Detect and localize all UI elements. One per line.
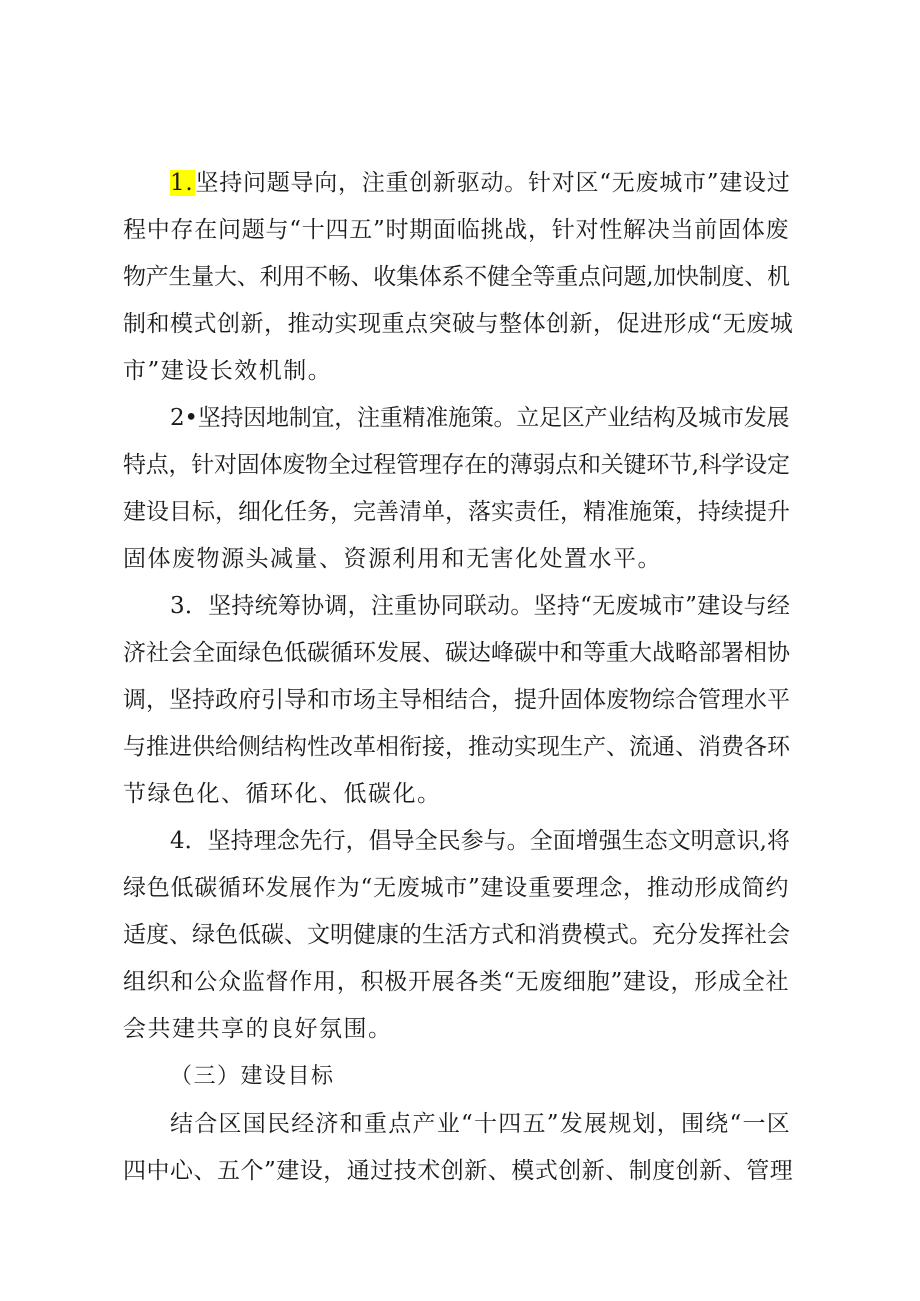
paragraph-3-line-2: 济社会全面绿色低碳循环发展、碳达峰碳中和等重大战略部署相协 [123, 640, 790, 666]
paragraph-1-line-3: 物产生量大、利用不畅、收集体系不健全等重点问题,加快制度、机 [123, 264, 790, 290]
paragraph-4-line-2: 绿色低碳循环发展作为“无废城市”建设重要理念，推动形成简约 [123, 875, 790, 901]
paragraph-1-line-5: 市”建设长效机制。 [123, 358, 333, 384]
highlighted-number: 1. [170, 170, 194, 196]
paragraph-1-line-1: 1.坚持问题导向，注重创新驱动。针对区“无废城市”建设过 [170, 170, 791, 196]
section-heading: （三）建设目标 [170, 1064, 335, 1089]
paragraph-1-line-2: 程中存在问题与“十四五”时期面临挑战，针对性解决当前固体废 [123, 217, 790, 243]
paragraph-3-line-4: 与推进供给侧结构性改革相衔接，推动实现生产、流通、消费各环 [123, 734, 790, 760]
paragraph-4-line-3: 适度、绿色低碳、文明健康的生活方式和消费模式。充分发挥社会 [123, 922, 790, 948]
paragraph-4-line-4: 组织和公众监督作用，积极开展各类“无废细胞”建设，形成全社 [123, 969, 790, 995]
paragraph-1-line-4: 制和模式创新，推动实现重点突破与整体创新，促进形成“无废城 [123, 311, 793, 337]
paragraph-5-line-2: 四中心、五个”建设，通过技术创新、模式创新、制度创新、管理 [123, 1158, 793, 1184]
paragraph-3-line-1: 3．坚持统筹协调，注重协同联动。坚持“无废城市”建设与经 [170, 593, 791, 619]
paragraph-3-line-5: 节绿色化、循环化、低碳化。 [123, 781, 442, 807]
paragraph-5-line-1: 结合区国民经济和重点产业“十四五”发展规划，围绕“一区 [170, 1111, 792, 1137]
paragraph-3-line-3: 调，坚持政府引导和市场主导相结合，提升固体废物综合管理水平 [123, 687, 790, 713]
paragraph-2-line-2: 特点，针对固体废物全过程管理存在的薄弱点和关键环节,科学设定 [123, 452, 790, 478]
paragraph-2-line-3: 建设目标，细化任务，完善清单，落实责任，精准施策，持续提升 [123, 499, 790, 525]
paragraph-4-line-5: 会共建共享的良好氛围。 [123, 1016, 393, 1042]
paragraph-2-line-4: 固体废物源头减量、资源利用和无害化处置水平。 [123, 546, 662, 572]
paragraph-4-line-1: 4．坚持理念先行，倡导全民参与。全面增强生态文明意识,将 [170, 828, 790, 854]
paragraph-2-line-1: 2•坚持因地制宜，注重精准施策。立足区产业结构及城市发展 [170, 405, 790, 431]
